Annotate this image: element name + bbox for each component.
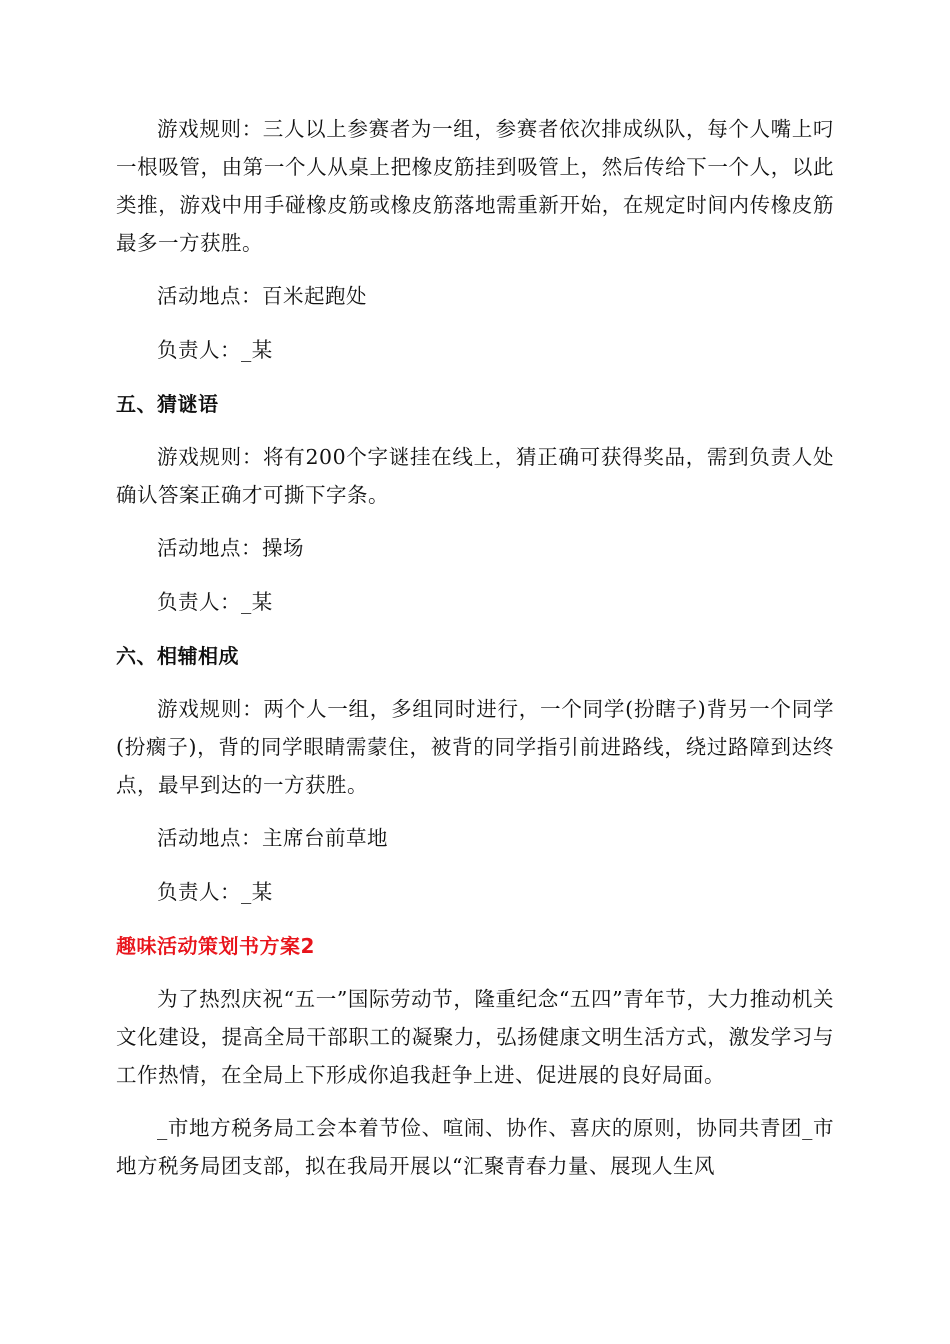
location-paragraph: 活动地点：操场 bbox=[157, 536, 304, 560]
section-title: 趣味活动策划书方案2 bbox=[116, 934, 315, 958]
person-in-charge-paragraph: 负责人：_某 bbox=[157, 880, 273, 904]
game-rules-paragraph: 游戏规则：将有200个字谜挂在线上，猜正确可获得奖品，需到负责人处确认答案正确才可撕下字条。 bbox=[116, 445, 834, 507]
game-rules-paragraph: 游戏规则：三人以上参赛者为一组，参赛者依次排成纵队，每个人嘴上叼一根吸管，由第一个人从桌上把橡皮筋挂到吸管上，然后传给下一个人，以此类推，游戏中用手碰橡皮筋或橡皮筋落地需重新开始，在规定时间内传橡皮筋最多一方获胜。 bbox=[116, 117, 834, 255]
organizer-paragraph: _市地方税务局工会本着节俭、喧闹、协作、喜庆的原则，协同共青团_市地方税务局团支部，拟在我局开展以“汇聚青春力量、展现人生风 bbox=[116, 1116, 834, 1178]
location-paragraph: 活动地点：主席台前草地 bbox=[157, 826, 388, 850]
heading-mutual-help: 六、相辅相成 bbox=[116, 644, 239, 668]
heading-riddles: 五、猜谜语 bbox=[116, 392, 219, 416]
document-page bbox=[116, 110, 834, 1200]
person-in-charge-paragraph: 负责人：_某 bbox=[157, 590, 273, 614]
intro-paragraph: 为了热烈庆祝“五一”国际劳动节，隆重纪念“五四”青年节，大力推动机关文化建设，提高全局干部职工的凝聚力，弘扬健康文明生活方式，激发学习与工作热情，在全局上下形成你追我赶争上进、促进展的良好局面。 bbox=[116, 987, 834, 1087]
game-rules-paragraph: 游戏规则：两个人一组，多组同时进行，一个同学(扮瞎子)背另一个同学(扮瘸子)，背的同学眼睛需蒙住，被背的同学指引前进路线，绕过路障到达终点，最早到达的一方获胜。 bbox=[116, 697, 834, 797]
location-paragraph: 活动地点：百米起跑处 bbox=[157, 284, 367, 308]
person-in-charge-paragraph: 负责人：_某 bbox=[157, 338, 273, 362]
